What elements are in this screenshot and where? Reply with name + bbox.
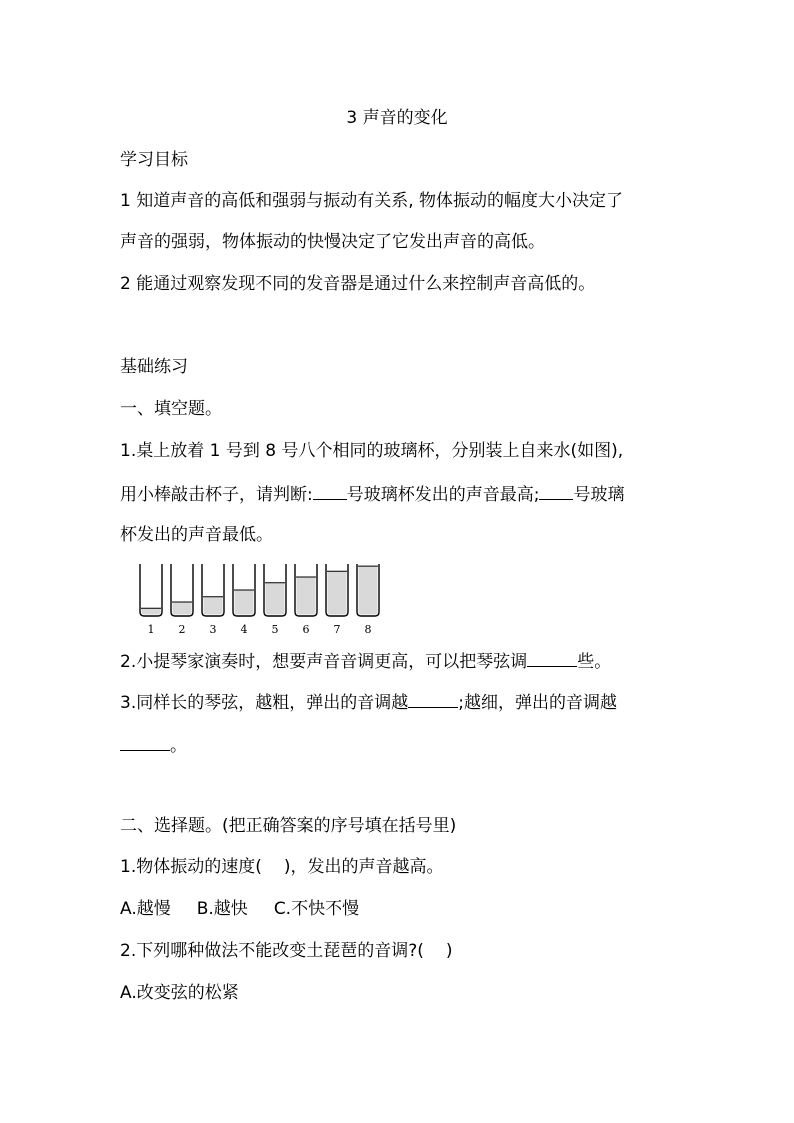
glass-label-8: 8 <box>364 623 372 636</box>
fill-q1-text-a: 用小棒敲击杯子，请判断: <box>120 485 313 505</box>
fill-q1-line-2 <box>120 483 624 505</box>
glass-water-5 <box>266 583 285 615</box>
glass-water-3 <box>204 597 223 615</box>
glass-water-7 <box>328 571 347 614</box>
practice-heading: 基础练习 <box>120 357 188 377</box>
choice-q2-text-b: ) <box>445 941 453 961</box>
glass-5 <box>264 564 286 636</box>
glasses-figure <box>130 560 390 640</box>
objective-1-line-2: 声音的强弱，物体振动的快慢决定了它发出声音的高低。 <box>120 232 545 252</box>
fill-q3-text-c: 。 <box>170 736 187 756</box>
fill-blank-heading: 一、填空题。 <box>120 399 222 419</box>
glass-water-2 <box>173 602 192 615</box>
choice-q1-option-b[interactable]: B.越快 <box>196 899 248 919</box>
fill-q1-line-1: 1.桌上放着 1 号到 8 号八个相同的玻璃杯，分别装上自来水(如图), <box>120 441 624 461</box>
page-title: 3 声音的变化 <box>346 108 448 128</box>
fill-q2-text-b: 些。 <box>577 652 612 672</box>
glass-6 <box>295 564 317 636</box>
answer-blank-thick-string[interactable] <box>408 691 458 708</box>
fill-q1-text-b: 号玻璃杯发出的声音最高; <box>346 485 540 505</box>
fill-q3-line-1 <box>120 691 617 713</box>
glass-8 <box>357 564 379 636</box>
answer-blank-lowest[interactable] <box>539 483 573 500</box>
glass-label-3: 3 <box>209 623 217 636</box>
choice-q1-options <box>120 899 385 919</box>
glass-label-2: 2 <box>178 623 186 636</box>
fill-q2-text-a: 2.小提琴家演奏时，想要声音音调更高，可以把琴弦调 <box>120 652 528 672</box>
objective-1-line-1: 1 知道声音的高低和强弱与振动有关系, 物体振动的幅度大小决定了 <box>120 191 624 211</box>
fill-q2 <box>120 650 611 672</box>
objectives-heading: 学习目标 <box>120 150 188 170</box>
choice-q2-text-a: 2.下列哪种做法不能改变土琵琶的音调?( <box>120 941 424 961</box>
glass-label-4: 4 <box>240 623 248 636</box>
glass-water-4 <box>235 590 254 615</box>
glass-label-6: 6 <box>302 623 310 636</box>
glass-label-7: 7 <box>333 623 341 636</box>
choice-q1-option-c[interactable]: C.不快不慢 <box>273 899 360 919</box>
glass-label-5: 5 <box>271 623 279 636</box>
choice-q2-option-a[interactable]: A.改变弦的松紧 <box>120 983 239 1003</box>
choice-q1 <box>120 857 444 877</box>
glass-water-6 <box>297 577 316 615</box>
fill-q3-line-2 <box>120 734 187 756</box>
answer-blank-highest[interactable] <box>313 483 347 500</box>
answer-blank-thin-string[interactable] <box>120 734 170 751</box>
choice-q1-option-a[interactable]: A.越慢 <box>120 899 171 919</box>
choice-q1-text-a: 1.物体振动的速度( <box>120 857 262 877</box>
answer-blank-string-tension[interactable] <box>527 650 577 667</box>
fill-q1-text-c: 号玻璃 <box>573 485 625 505</box>
objective-2: 2 能通过观察发现不同的发音器是通过什么来控制声音高低的。 <box>120 274 596 294</box>
glass-label-1: 1 <box>147 623 155 636</box>
glass-water-8 <box>359 566 378 614</box>
fill-q3-text-b: ;越细，弹出的音调越 <box>458 693 617 713</box>
choice-q2 <box>120 941 453 961</box>
fill-q3-text-a: 3.同样长的琴弦，越粗，弹出的音调越 <box>120 693 409 713</box>
glass-water-1 <box>142 608 161 614</box>
glass-4 <box>233 564 255 636</box>
fill-q1-line-3: 杯发出的声音最低。 <box>120 525 273 545</box>
glass-7 <box>326 564 348 636</box>
choice-heading: 二、选择题。(把正确答案的序号填在括号里) <box>120 816 457 836</box>
choice-q1-text-b: )，发出的声音越高。 <box>283 857 444 877</box>
glass-2 <box>171 564 193 636</box>
glass-1 <box>140 564 162 636</box>
glass-3 <box>202 564 224 636</box>
